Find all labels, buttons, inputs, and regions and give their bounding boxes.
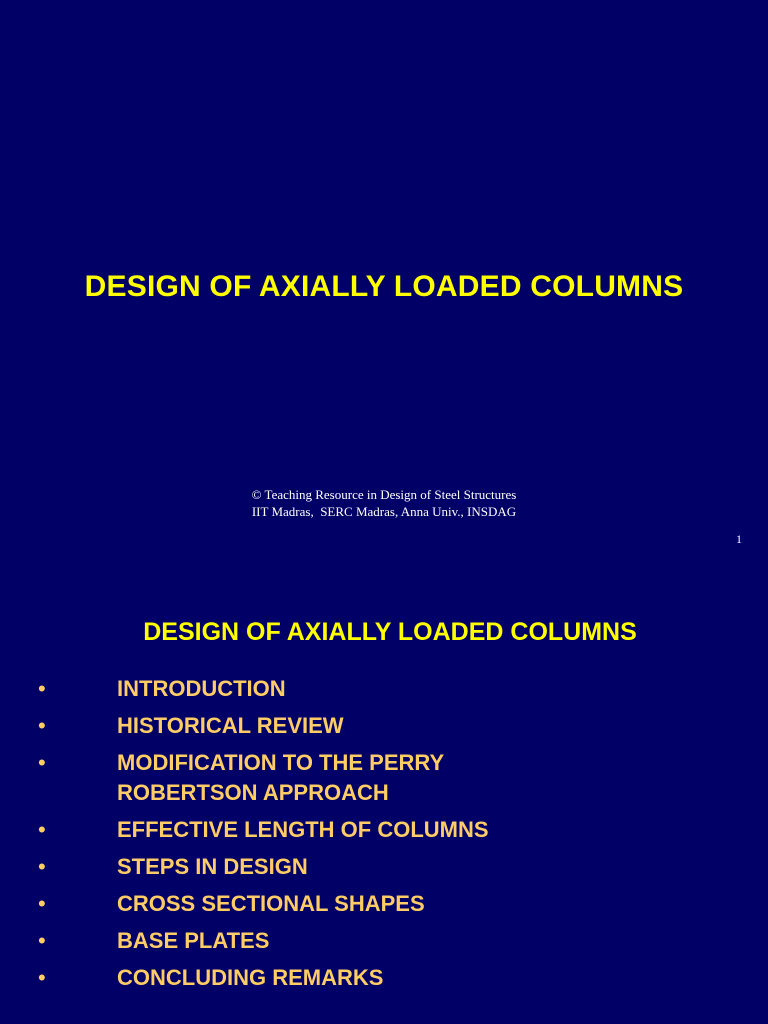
- bullet-icon: •: [38, 854, 46, 879]
- list-item-text: MODIFICATION TO THE PERRY ROBERTSON APPROACH: [117, 750, 445, 805]
- list-item-text: HISTORICAL REVIEW: [117, 713, 344, 738]
- bullet-icon: •: [38, 928, 46, 953]
- list-item: [0, 674, 768, 704]
- list-item-text: CONCLUDING REMARKS: [117, 965, 384, 990]
- slide-title: DESIGN OF AXIALLY LOADED COLUMNS: [84, 270, 684, 303]
- bullet-icon: •: [38, 817, 46, 842]
- credit-block: [0, 486, 768, 520]
- bullet-icon: •: [38, 713, 46, 738]
- list-item: [0, 815, 768, 845]
- credit-line-1: © Teaching Resource in Design of Steel Structures: [251, 487, 517, 502]
- page-number: 1: [736, 532, 742, 546]
- list-item: [0, 748, 768, 808]
- bullet-icon: •: [38, 676, 46, 701]
- bullet-icon: •: [38, 891, 46, 916]
- list-item: [0, 963, 768, 993]
- list-item: [0, 852, 768, 882]
- list-item-text: STEPS IN DESIGN: [117, 854, 308, 879]
- bullet-icon: •: [38, 965, 46, 990]
- list-item: [0, 889, 768, 919]
- bullet-icon: •: [38, 750, 46, 775]
- list-item: [0, 926, 768, 956]
- list-item-text: BASE PLATES: [117, 928, 270, 953]
- credit-line-2: IIT Madras, SERC Madras, Anna Univ., INSDAG: [251, 504, 517, 519]
- list-item: [0, 711, 768, 741]
- list-item-text: EFFECTIVE LENGTH OF COLUMNS: [117, 817, 489, 842]
- topic-list: [0, 674, 768, 993]
- slide-2: [0, 560, 768, 1024]
- slide-title: DESIGN OF AXIALLY LOADED COLUMNS: [143, 618, 637, 646]
- list-item-text: INTRODUCTION: [117, 676, 286, 701]
- list-item-text: CROSS SECTIONAL SHAPES: [117, 891, 425, 916]
